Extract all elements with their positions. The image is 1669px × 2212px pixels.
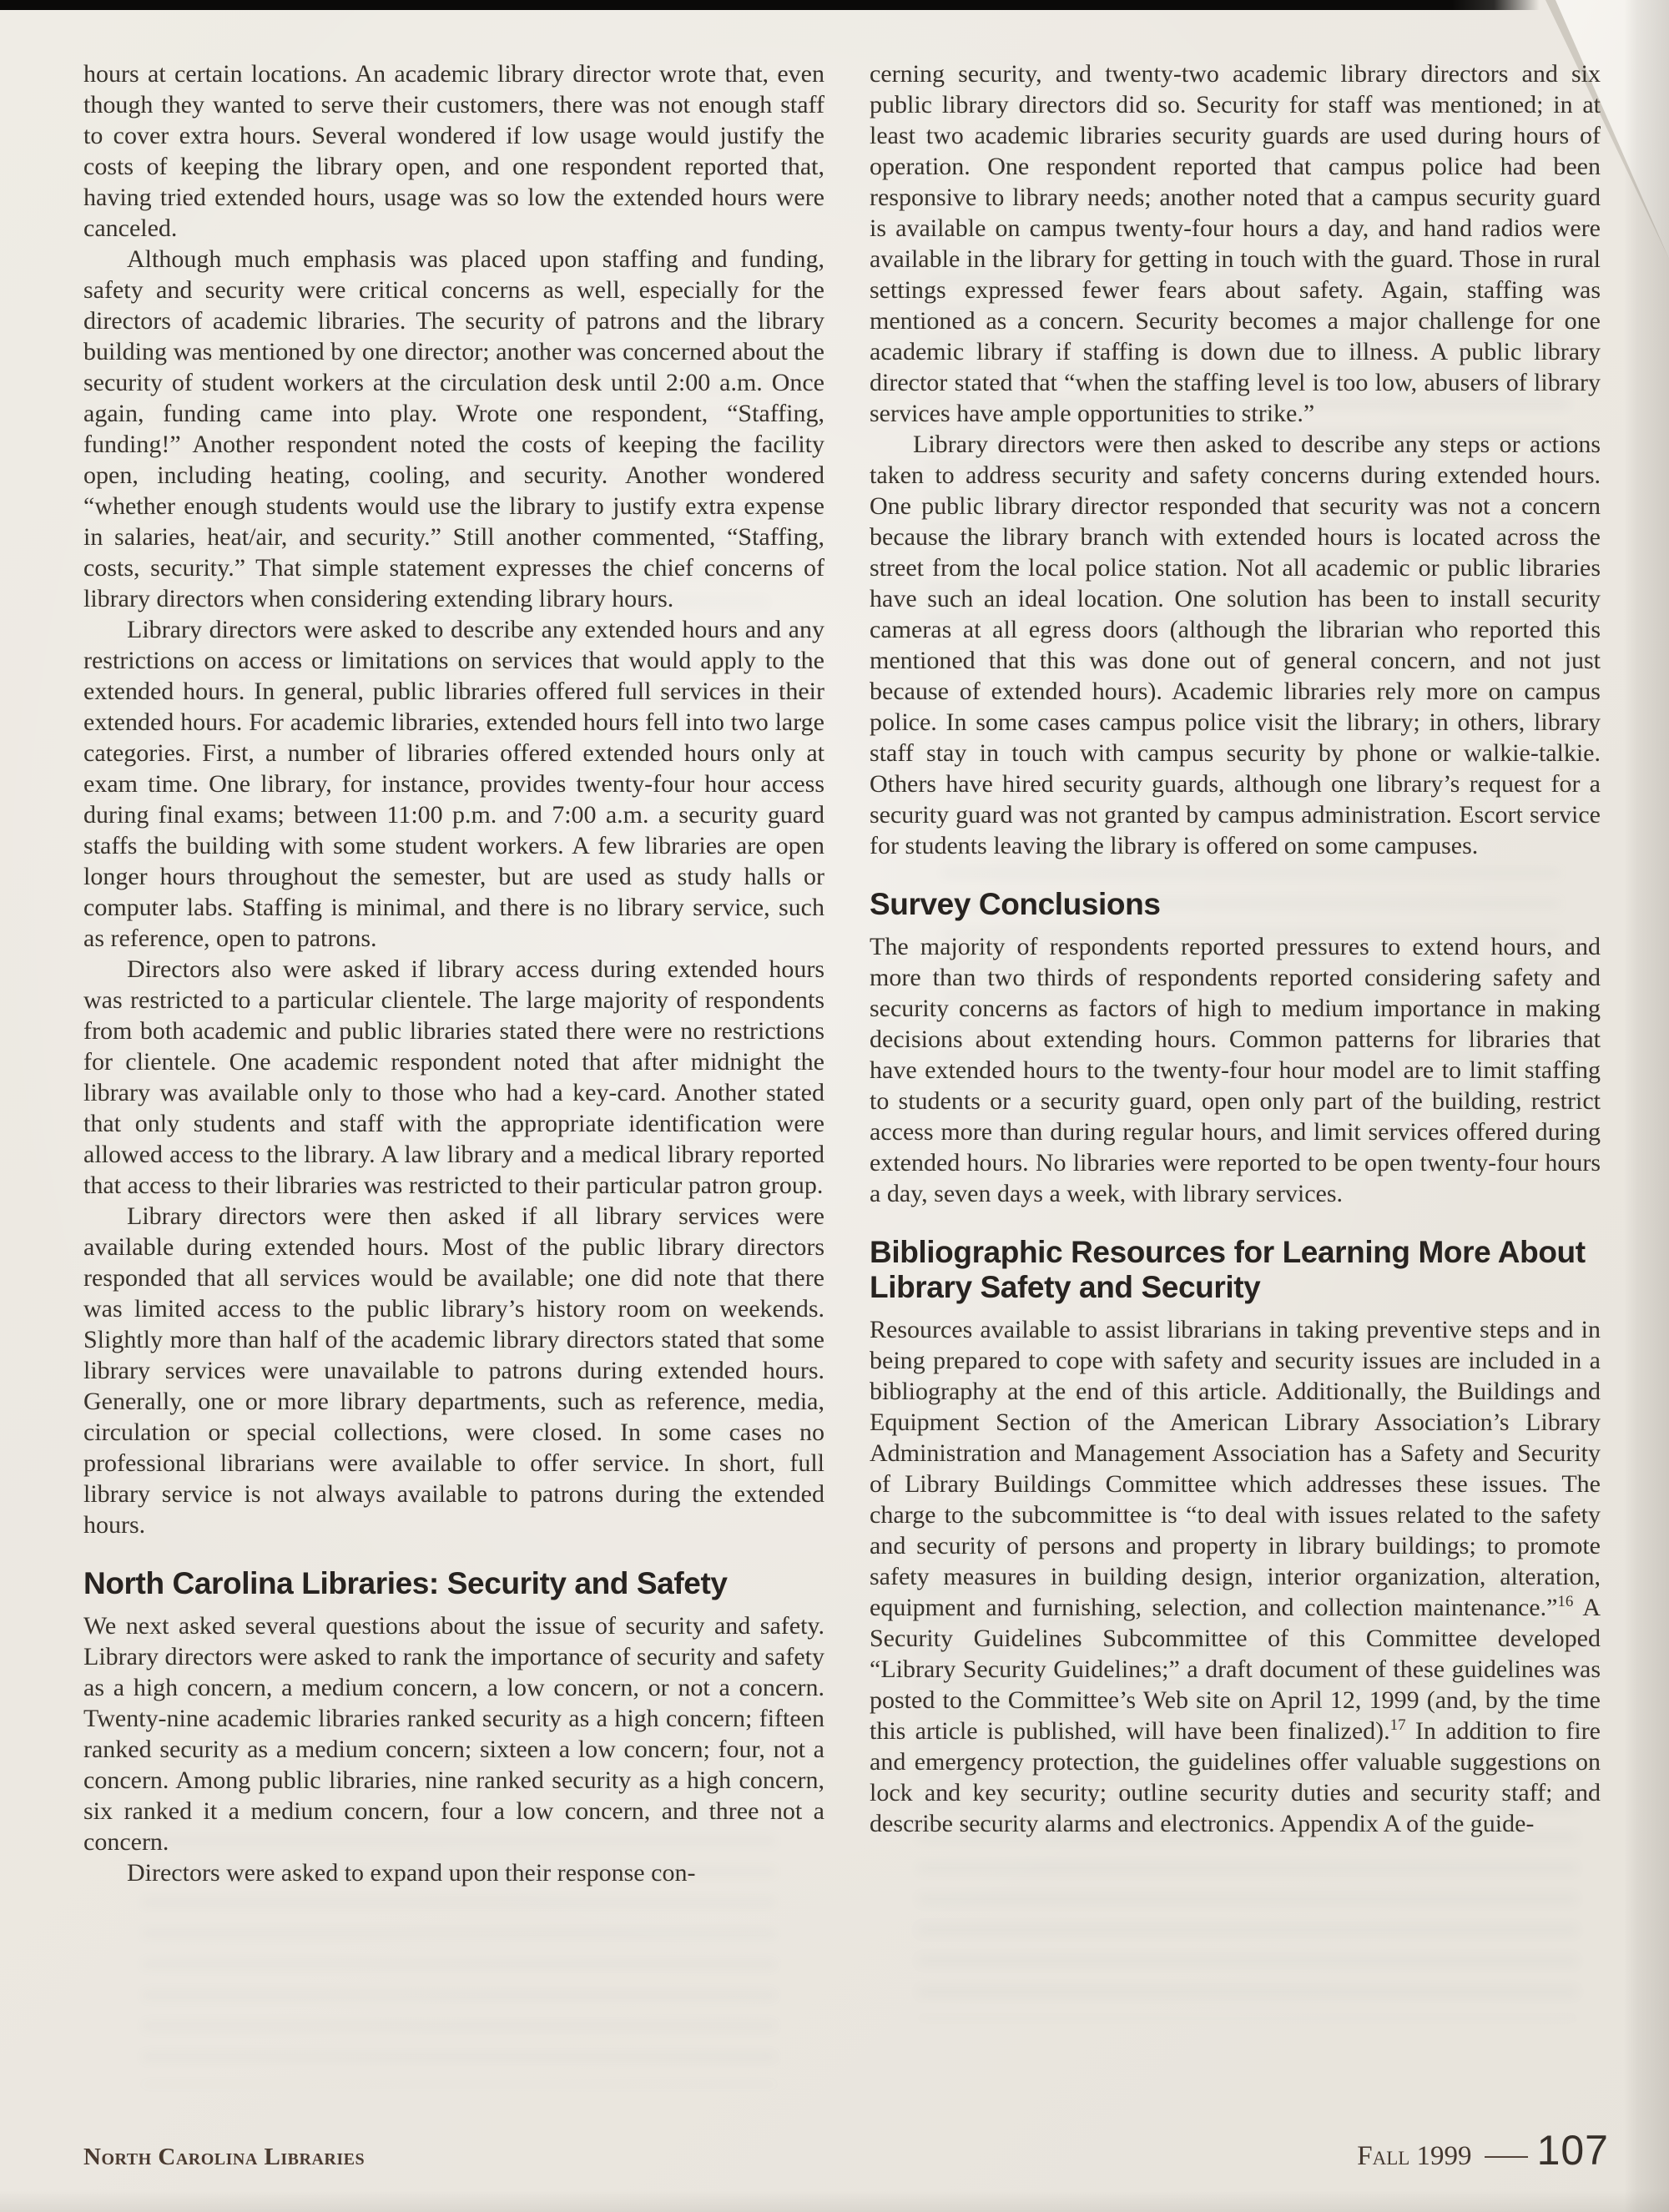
text-run: hours at certain locations. An academic library director wrote that, even though they wanted to serve their customers, there was not enough staff to cover extra hours. Several wondered if low usage would justify the costs of keeping the library open, and one respondent reported that, having tried extended hours, usage was so low the extended hours were canceled. — [83, 60, 824, 242]
text-run: Library directors were asked to describe any extended hours and any restrictions on access or limitations on services that would apply to the extended hours. In general, public libraries offered full services in their extended hours. For academic libraries, extended hours fell into two large categories. First, a number of libraries offered extended hours only at exam time. One library, for instance, provides twenty-four hour access during final exams; between 11:00 p.m. and 7:00 a.m. a security guard staffs the building with some student workers. A few libraries are open longer hours throughout the semester, but are used as study halls or computer labs. Staffing is minimal, and there is no library service, such as reference, open to patrons. — [83, 616, 824, 952]
page-footer — [83, 2126, 1609, 2179]
body-paragraph — [870, 429, 1601, 861]
body-paragraph — [83, 244, 824, 614]
text-run: Library directors were then asked to describe any steps or actions taken to address security and safety concerns during extended hours. One public library director responded that security was not a concern because the library branch with extended hours is located across the street from the local police station. Not all academic or public libraries have such an ideal location. One solution has been to install security cameras at all egress doors (although the librarian who reported this mentioned that this was done out of general concern, and not just because of extended hours). Academic libraries rely more on campus police. In some cases campus police visit the library; in others, library staff stay in touch with campus security by phone or walkie-talkie. Others have hired security guards, although one library’s request for a security guard was not granted by campus administration. Escort service for students leaving the library is offered on some campuses. — [870, 431, 1601, 859]
body-paragraph — [870, 1314, 1601, 1839]
body-paragraph — [83, 954, 824, 1201]
body-paragraph — [870, 931, 1601, 1209]
scan-edge-bottom — [0, 2190, 1669, 2212]
footer-em-dash: — — [1484, 2137, 1528, 2172]
text-run: Directors were asked to expand upon their response con- — [127, 1859, 696, 1887]
footer-page-number: 107 — [1536, 2127, 1609, 2174]
section-heading: North Carolina Libraries: Security and Safety — [83, 1566, 728, 1600]
article-left-column — [83, 58, 824, 1888]
scan-edge-top — [0, 0, 1540, 10]
footnote-reference: 16 — [1557, 1593, 1574, 1610]
footer-journal-title: North Carolina Libraries — [83, 2144, 366, 2170]
body-paragraph — [870, 58, 1601, 429]
section-heading: Bibliographic Resources for Learning More About Library Safety and Security — [870, 1235, 1586, 1304]
text-run: We next asked several questions about the issue of security and safety. Library directors were asked to rank the importance of security and safety as a high concern, a medium concern, a low concern, or not a concern. Twenty-nine academic libraries ranked security as a high concern; fifteen ranked security as a medium concern; sixteen a low concern; four, not a concern. Among public libraries, nine ranked security as a high concern, six ranked it a medium concern, four a low concern, and three not a concern. — [83, 1612, 824, 1856]
footer-issue-and-page — [1357, 2126, 1609, 2174]
text-run: In addition to fire and emergency protection, the guidelines offer valuable suggestions on lock and key security; outline security duties and security staff; and describe security alarms and electronics. Appendix A of the guide- — [870, 1717, 1601, 1837]
body-paragraph — [83, 58, 824, 244]
body-paragraph — [83, 1857, 824, 1888]
section-heading: Survey Conclusions — [870, 887, 1161, 921]
article-right-column — [870, 58, 1601, 1839]
text-run: Directors also were asked if library access during extended hours was restricted to a particular clientele. The large majority of respondents from both academic and public libraries stated there were no restrictions for clientele. One academic respondent noted that after midnight the library was available only to those who had a key-card. Another stated that only students and staff with the appropriate identification were allowed access to the library. A law library and a medical library reported that access to their libraries was restricted to their particular patron group. — [83, 955, 824, 1199]
body-paragraph — [83, 614, 824, 954]
scan-edge-right — [1624, 0, 1669, 2212]
text-run: A Security Guidelines Subcommittee of this Committee developed “Library Security Guidelines;” a draft document of these guidelines was posted to the Committee’s Web site on April 12, 1999 (and, by the time this article is published, will have been finalized). — [870, 1594, 1601, 1745]
text-run: The majority of respondents reported pressures to extend hours, and more than two thirds of respondents reported considering safety and security concerns as factors of high to medium importance in making decisions about extending hours. Common patterns for libraries that have extended hours to the twenty-four hour model are to limit staffing to students or a security guard, open only part of the building, restrict access more than during regular hours, and limit services offered during extended hours. No libraries were reported to be open twenty-four hours a day, seven days a week, with library services. — [870, 933, 1601, 1207]
text-run: Although much emphasis was placed upon staffing and funding, safety and security were critical concerns as well, especially for the directors of academic libraries. The security of patrons and the library building was mentioned by one director; another was concerned about the security of student workers at the circulation desk until 2:00 a.m. Once again, funding came into play. Wrote one respondent, “Staffing, funding!” Another respondent noted the costs of keeping the facility open, including heating, cooling, and security. Another wondered “whether enough students would use the library to justify extra expense in salaries, heat/air, and security.” Still another commented, “Staffing, costs, security.” That simple statement expresses the chief concerns of library directors when considering extending library hours. — [83, 245, 824, 612]
footer-issue: Fall 1999 — [1357, 2141, 1472, 2171]
text-run: cerning security, and twenty-two academic library directors and six public library directors did so. Security for staff was mentioned; in at least two academic libraries security guards are used during hours of operation. One respondent reported that campus police had been responsive to library needs; another noted that a campus security guard is available on campus twenty-four hours a day, and hand radios were available in the library for getting in touch with the guard. Those in rural settings expressed fewer fears about safety. Again, staffing was mentioned as a concern. Security becomes a major challenge for one academic library if staffing is down due to illness. A public library director stated that “when the staffing level is too low, abusers of library services have ample opportunities to strike.” — [870, 60, 1601, 427]
body-paragraph — [83, 1201, 824, 1540]
text-run: Library directors were then asked if all library services were available during extended hours. Most of the public library directors responded that all services would be available; one did note that there was limited access to the public library’s history room on weekends. Slightly more than half of the academic library directors stated that some library services were unavailable to patrons during extended hours. Generally, one or more library departments, such as reference, media, circulation or special collections, were closed. In some cases no professional librarians were available to offer service. In short, full library service is not always available to patrons during the extended hours. — [83, 1202, 824, 1539]
text-run: Resources available to assist librarians in taking preventive steps and in being prepared to cope with safety and security issues are included in a bibliography at the end of this article. Additionally, the Buildings and Equipment Section of the American Library Association’s Library Administration and Management Association has a Safety and Security of Library Buildings Committee which addresses these issues. The charge to the subcommittee is “to deal with issues related to the safety and security of persons and property in library buildings; to promote safety measures in building design, interior organization, alteration, equipment and furnishing, selection, and collection maintenance.” — [870, 1316, 1601, 1621]
footnote-reference: 17 — [1389, 1716, 1406, 1734]
body-paragraph — [83, 1610, 824, 1857]
